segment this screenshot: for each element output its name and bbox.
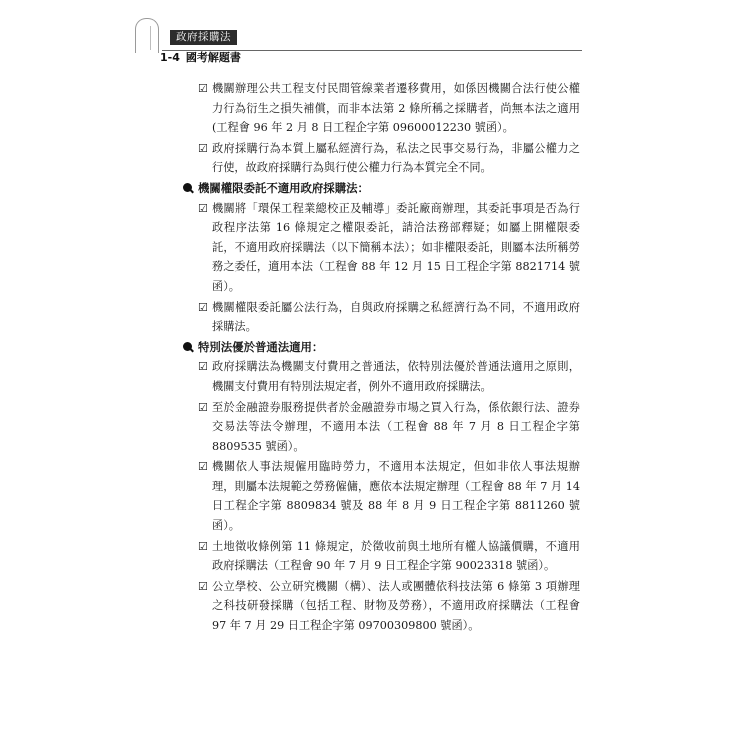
list-item <box>198 577 580 636</box>
header-line-decoration <box>150 26 163 50</box>
item-text: 公立學校、公立研究機關（構）、法人或團體依科技法第 6 條第 3 項辦理之科技研發採購（包括工程、財物及勞務），不適用政府採購法（工程會 97 年 7 月 29 日工程企字第 09700309800 號函）。 <box>212 579 580 633</box>
checkbox-icon: ☑ <box>198 141 208 155</box>
checkbox-icon: ☑ <box>198 201 208 215</box>
list-item <box>198 79 580 138</box>
list-item <box>198 357 580 396</box>
checkbox-icon: ☑ <box>198 360 208 374</box>
list-item <box>198 457 580 535</box>
item-text: 政府採購行為本質上屬私經濟行為，私法之民事交易行為，非屬公權力之行使，故政府採購行為與行使公權力行為本質完全不同。 <box>212 141 580 175</box>
checkbox-icon: ☑ <box>198 82 208 95</box>
item-text: 土地徵收條例第 11 條規定，於徵收前與土地所有權人協議價購，不適用政府採購法（工程會 90 年 7 月 9 日工程企字第 90023318 號函）。 <box>212 539 580 573</box>
checkbox-icon: ☑ <box>198 539 208 553</box>
item-text: 機關辦理公共工程支付民間管線業者遷移費用，如係因機關合法行使公權力行為衍生之損失補償，而非本法第 2 條所稱之採購者，尚無本法之適用(工程會 96 年 2 月 8 日工程企字第 09600012230 號函）。 <box>212 82 580 135</box>
item-text: 機關將「環保工程業總校正及輔導」委託廠商辦理，其委託事項是否為行政程序法第 16 條規定之權限委託，請洽法務部釋疑；如屬上開權限委託，不適用政府採購法（以下簡稱本法）；如非權限委託，則屬本法所稱勞務之委任，適用本法（工程會 88 年 12 月 15 日工程企字第 8821714 號函）。 <box>212 201 580 293</box>
list-item <box>198 537 580 576</box>
header-subtitle <box>160 50 241 65</box>
list-item <box>198 398 580 457</box>
book-title: 國考解題書 <box>185 51 241 64</box>
checkbox-icon: ☑ <box>198 579 208 593</box>
section-heading <box>182 179 580 199</box>
item-text: 至於金融證券服務提供者於金融證券市場之買入行為，係依銀行法、證券交易法等法令辦理，不適用本法（工程會 88 年 7 月 8 日工程企字第 8809535 號函）。 <box>212 400 580 453</box>
item-text: 政府採購法為機關支付費用之普通法，依特別法優於普通法適用之原則，機關支付費用有特別法規定者，例外不適用政府採購法。 <box>212 360 580 393</box>
magnifier-icon <box>183 183 192 192</box>
checkbox-icon: ☑ <box>198 300 208 314</box>
header-chapter-tag: 政府採購法 <box>170 30 237 45</box>
list-item <box>198 199 580 297</box>
item-text: 機關依人事法規僱用臨時勞力，不適用本法規定，但如非依人事法規辦理，則屬本法規範之勞務僱傭，應依本法規定辦理（工程會 88 年 7 月 14 日工程企字第 8809834 號及 88 年 8 月 9 日工程企字第 8811260 號函）。 <box>212 460 580 533</box>
list-item <box>198 298 580 337</box>
checkbox-icon: ☑ <box>198 460 208 474</box>
magnifier-icon <box>183 342 192 351</box>
section-heading <box>182 338 580 358</box>
checkbox-icon: ☑ <box>198 400 208 414</box>
page-body <box>198 79 580 637</box>
section-heading-text: 機關權限委託不適用政府採購法： <box>198 180 369 195</box>
list-item <box>198 139 580 178</box>
section-number: 1-4 <box>160 51 180 64</box>
item-text: 機關權限委託屬公法行為，自與政府採購之私經濟行為不同，不適用政府採購法。 <box>212 300 580 334</box>
section-heading-text: 特別法優於普通法適用： <box>198 339 324 354</box>
